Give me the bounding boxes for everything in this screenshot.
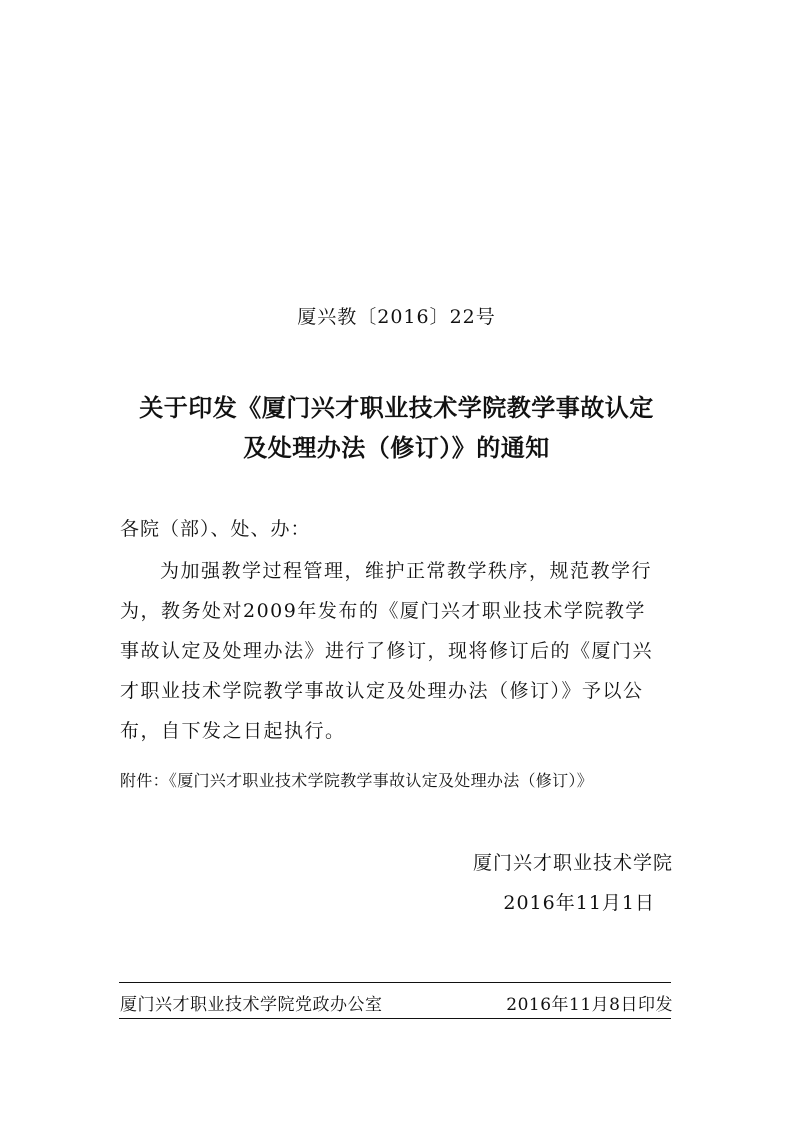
footer-issuer: 厦门兴才职业技术学院党政办公室 <box>120 995 383 1015</box>
body-paragraph-line: 布，自下发之日起执行。 <box>120 720 346 742</box>
footer-print-date: 2016年11月8日印发 <box>506 995 673 1015</box>
signature-date: 2016年11月1日 <box>503 892 655 914</box>
signature-organization: 厦门兴才职业技术学院 <box>472 852 673 874</box>
body-paragraph-line: 为，教务处对2009年发布的《厦门兴才职业技术学院教学 <box>120 600 646 622</box>
footer-bottom-rule <box>119 1018 671 1019</box>
body-paragraph-line: 为加强教学过程管理，维护正常教学秩序，规范教学行 <box>160 560 653 582</box>
attachment-note: 附件：《厦门兴才职业技术学院教学事故认定及处理办法（修订）》 <box>120 771 594 790</box>
document-number: 厦兴教〔2016〕22号 <box>297 306 496 328</box>
body-paragraph-line: 才职业技术学院教学事故认定及处理办法（修订）》予以公 <box>120 680 644 702</box>
salutation: 各院（部）、处、办： <box>120 518 311 540</box>
document-title-line-2: 及处理办法（修订）》的通知 <box>243 434 550 462</box>
document-title-line-1: 关于印发《厦门兴才职业技术学院教学事故认定 <box>139 394 654 422</box>
footer-top-rule <box>119 982 671 983</box>
body-paragraph-line: 事故认定及处理办法》进行了修订，现将修订后的《厦门兴 <box>120 640 654 662</box>
